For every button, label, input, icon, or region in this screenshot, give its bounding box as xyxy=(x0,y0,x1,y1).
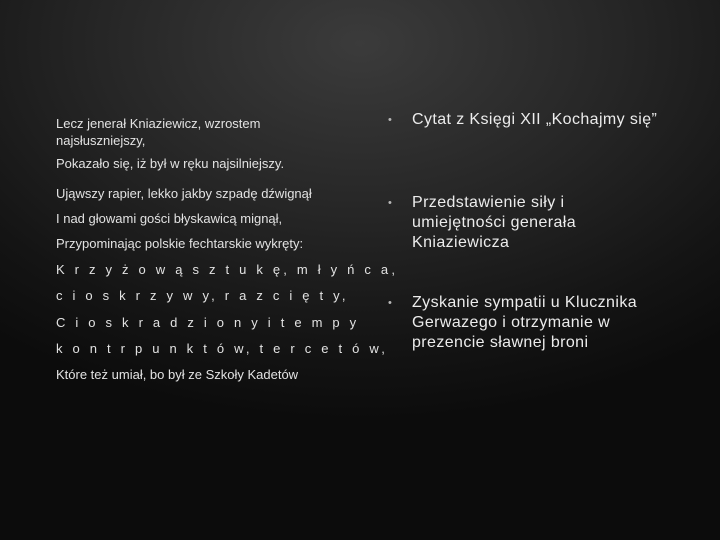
bullet-text: Przedstawienie siły i umiejętności generała Kniaziewicza xyxy=(412,194,577,251)
poem-line: c i o s k r z y w y, r a z c i ę t y, xyxy=(56,288,349,303)
poem-line: Pokazało się, iż był w ręku najsilniejszy. xyxy=(56,156,285,171)
bullet-marker: • xyxy=(388,297,392,309)
bullet-item xyxy=(388,110,662,130)
bullet-marker: • xyxy=(388,114,392,126)
poem-line: Lecz jenerał Kniaziewicz, wzrostem najsłuszniejszy, xyxy=(56,116,261,148)
bullet-item xyxy=(388,193,662,253)
bullet-marker: • xyxy=(388,197,392,209)
bullet-item xyxy=(388,293,662,353)
poem-line: Które też umiał, bo był ze Szkoły Kadetów xyxy=(56,367,299,382)
poem-line: Przypominając polskie fechtarskie wykręty: xyxy=(56,236,304,251)
poem-line: I nad głowami gości błyskawicą mignął, xyxy=(56,211,283,226)
bullet-text: Zyskanie sympatii u Klucznika Gerwazego i otrzymanie w prezencie sławnej broni xyxy=(412,294,638,351)
poem-line: C i o s k r a d z i o n y i t e m p y xyxy=(56,315,360,330)
poem-line: Ująwszy rapier, lekko jakby szpadę dźwignął xyxy=(56,186,312,201)
bullet-text: Cytat z Księgi XII „Kochajmy się” xyxy=(412,111,658,128)
poem-line: k o n t r p u n k t ó w, t e r c e t ó w, xyxy=(56,341,389,356)
poem-line: K r z y ż o w ą s z t u k ę, m ł y ń c a, xyxy=(56,262,399,277)
